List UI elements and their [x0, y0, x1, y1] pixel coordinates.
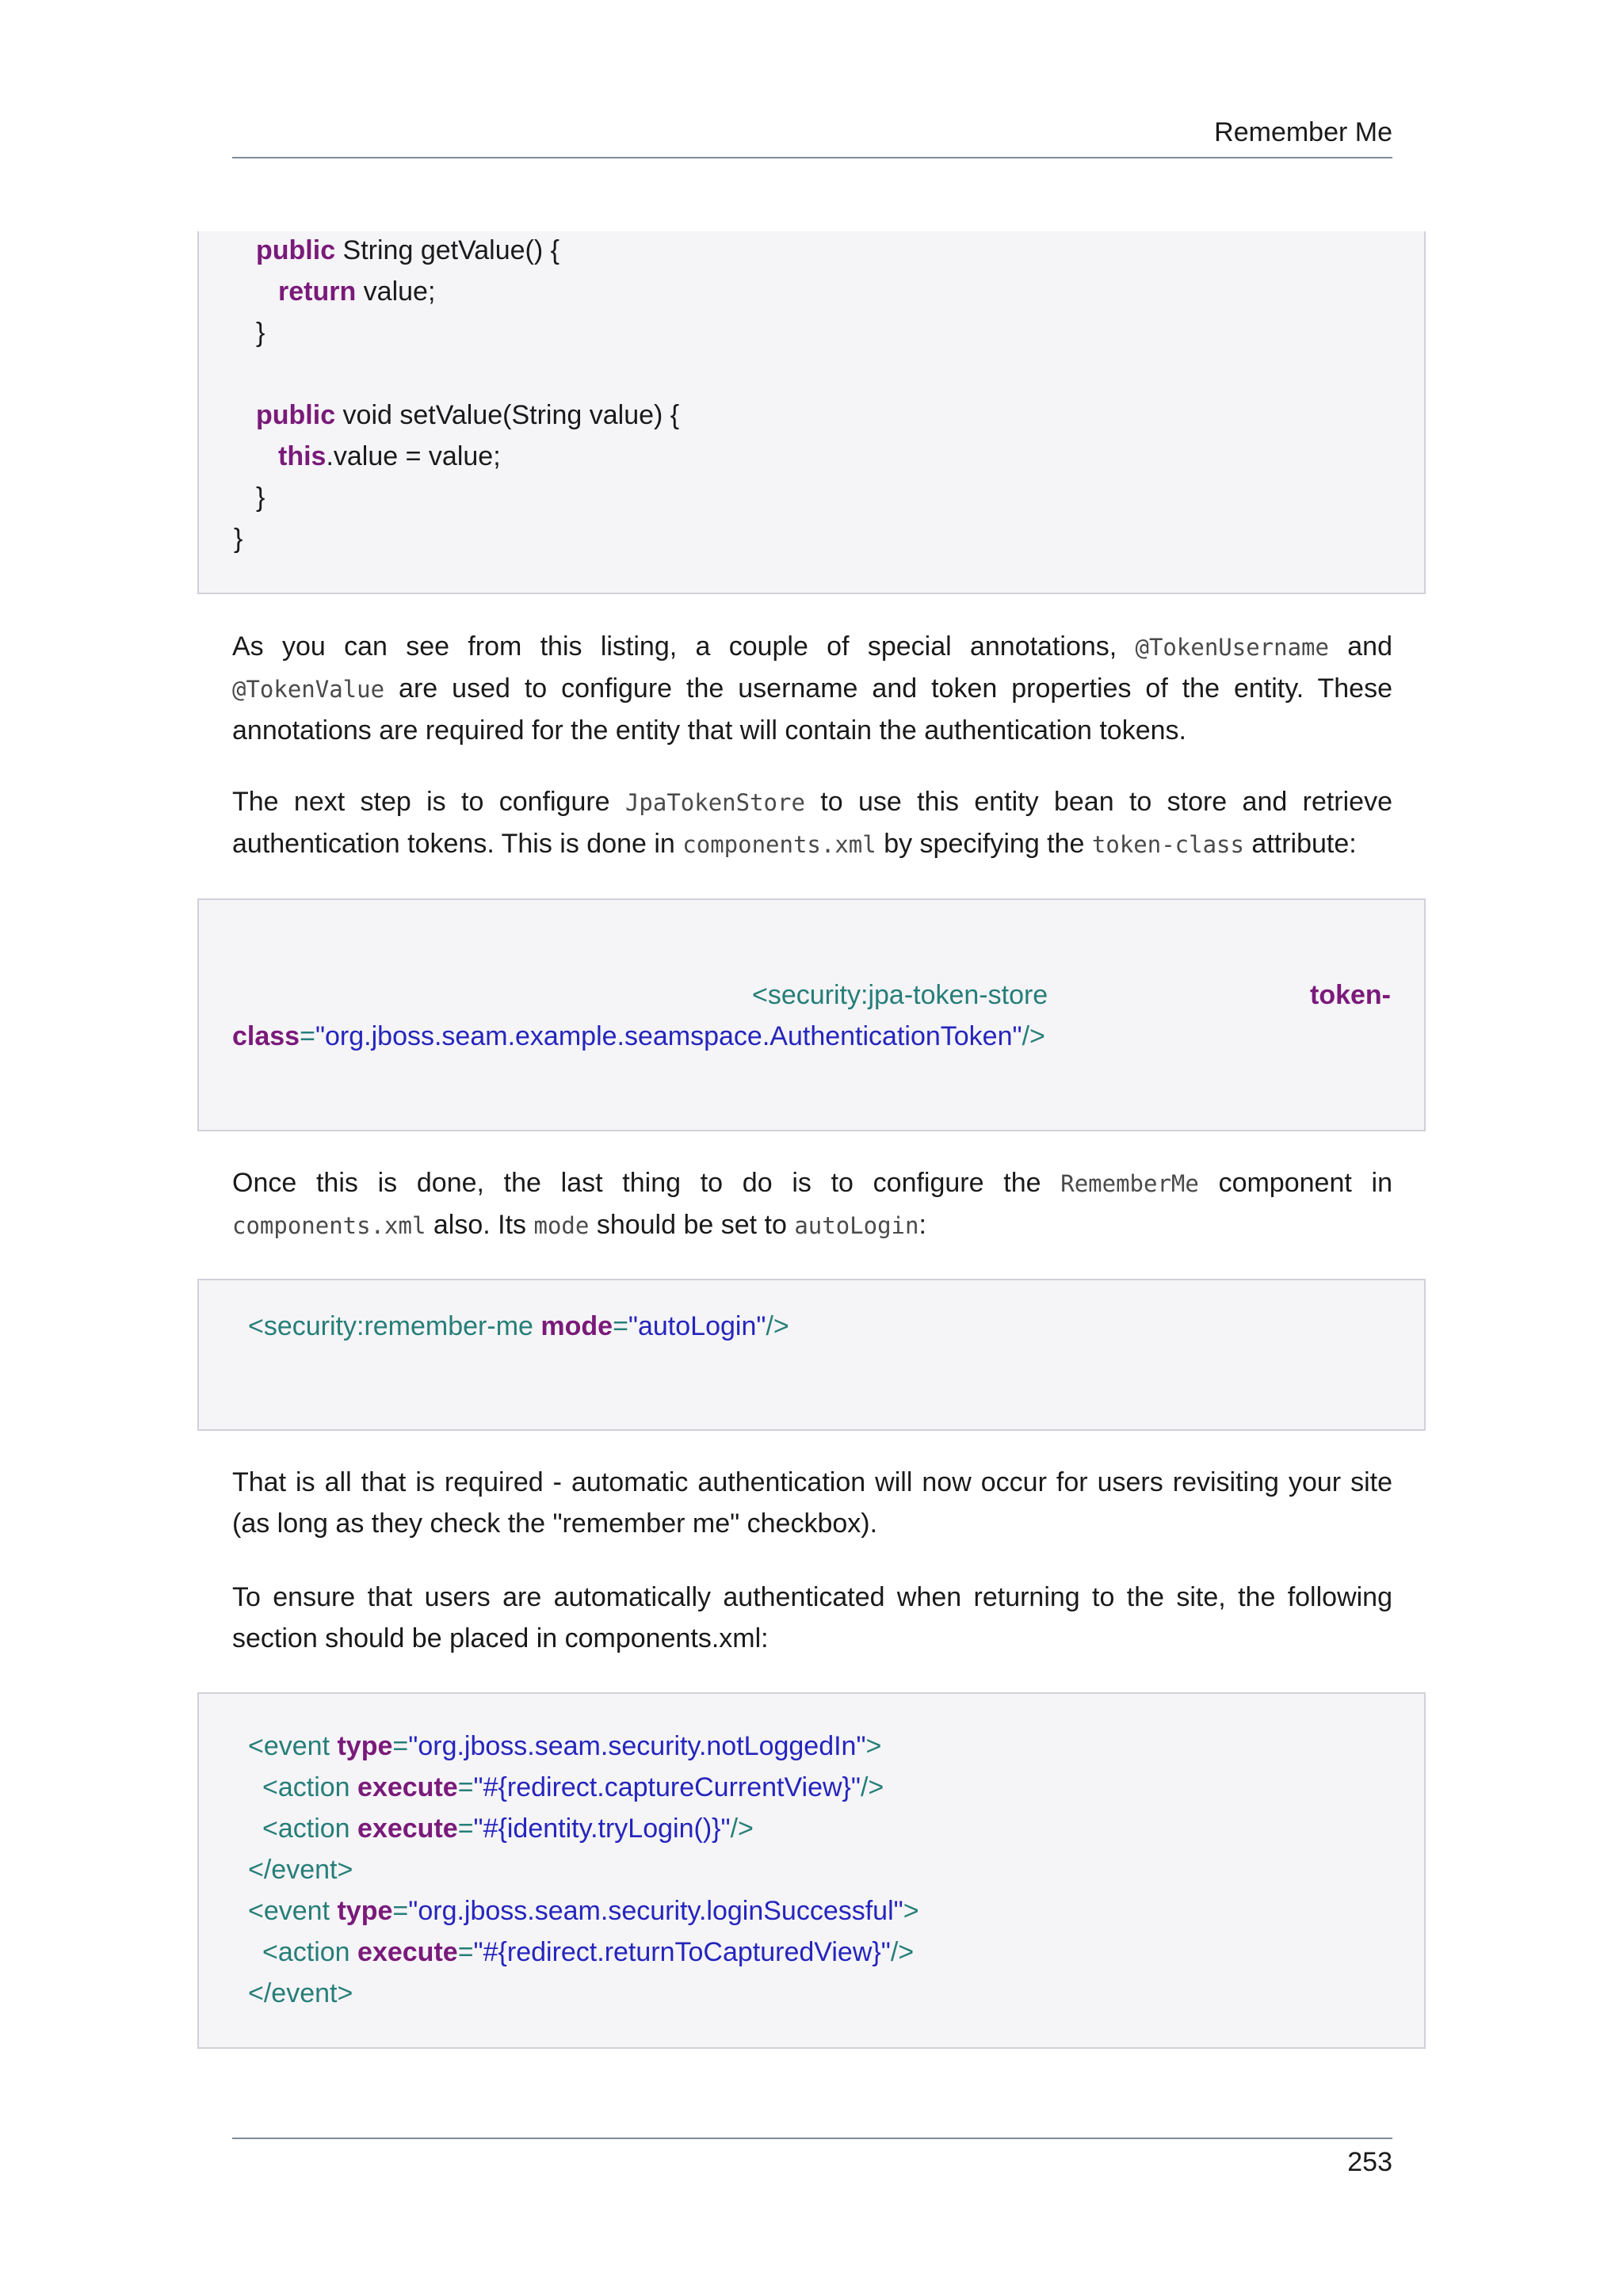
page-number: 253 [1347, 2147, 1392, 2177]
code-line: } [256, 482, 265, 513]
text-line: (as long as they check the "remember me" checkbox). [232, 1508, 878, 1539]
text-line: authentication tokens. This is done in components.xml by specifying the token-class attribute: [232, 829, 1357, 859]
page-footer [232, 2138, 1392, 2177]
text-line: components.xml also. Its mode should be set to autoLogin: [232, 1210, 926, 1240]
paragraph-annotations [232, 626, 1392, 751]
code-line: <security:remember-me mode="autoLogin"/> [248, 1311, 789, 1341]
code-line: } [234, 524, 243, 554]
code-line: </event> [248, 1855, 353, 1885]
code-line: return value; [278, 277, 436, 307]
text-line: To ensure that users are automatically authenticated when returning to the site, the following [232, 1582, 1392, 1612]
text-line: annotations are required for the entity that will contain the authentication tokens. [232, 715, 1186, 746]
code-block-events [197, 1692, 1426, 2049]
header-title: Remember Me [1214, 117, 1392, 147]
code-line: <action execute="#{identity.tryLogin()}"/> [262, 1814, 754, 1844]
code-line: <action execute="#{redirect.returnToCapturedView}"/> [262, 1937, 915, 1967]
code-line: <event type="org.jboss.seam.security.notLoggedIn"> [248, 1731, 882, 1761]
code-line: this.value = value; [278, 441, 501, 471]
text-line: @TokenValue are used to configure the username and token properties of the entity. These [232, 673, 1393, 704]
text-line: Once this is done, the last thing to do is to configure the RememberMe component in [232, 1168, 1392, 1198]
text-line: As you can see from this listing, a couple of special annotations, @TokenUsername and [232, 631, 1392, 662]
code-block-remember-me [197, 1279, 1426, 1431]
paragraph-remember-me [232, 1162, 1392, 1246]
paragraph-requirements [232, 1462, 1392, 1544]
code-attribute: token- [1310, 980, 1391, 1010]
code-line: class="org.jboss.seam.example.seamspace.AuthenticationToken"/> [232, 1021, 1045, 1051]
code-line: </event> [248, 1978, 353, 2008]
page-header [232, 117, 1392, 158]
code-line: <event type="org.jboss.seam.security.loginSuccessful"> [248, 1896, 919, 1926]
paragraph-configure-store [232, 781, 1392, 865]
code-line: } [256, 318, 265, 348]
code-block-entity-accessors [197, 231, 1426, 594]
paragraph-auto-authenticate [232, 1577, 1392, 1659]
code-block-jpa-token-store [197, 898, 1426, 1131]
text-line: That is all that is required - automatic authentication will now occur for users revisiting your site [232, 1467, 1392, 1497]
code-line: public String getValue() { [256, 235, 559, 265]
text-line: section should be placed in components.xml: [232, 1623, 769, 1653]
code-tag: <security:jpa-token-store [752, 980, 1048, 1010]
code-line: public void setValue(String value) { [256, 400, 680, 430]
code-line: <action execute="#{redirect.captureCurrentView}"/> [262, 1772, 884, 1802]
text-line: The next step is to configure JpaTokenStore to use this entity bean to store and retrieve [232, 787, 1392, 817]
